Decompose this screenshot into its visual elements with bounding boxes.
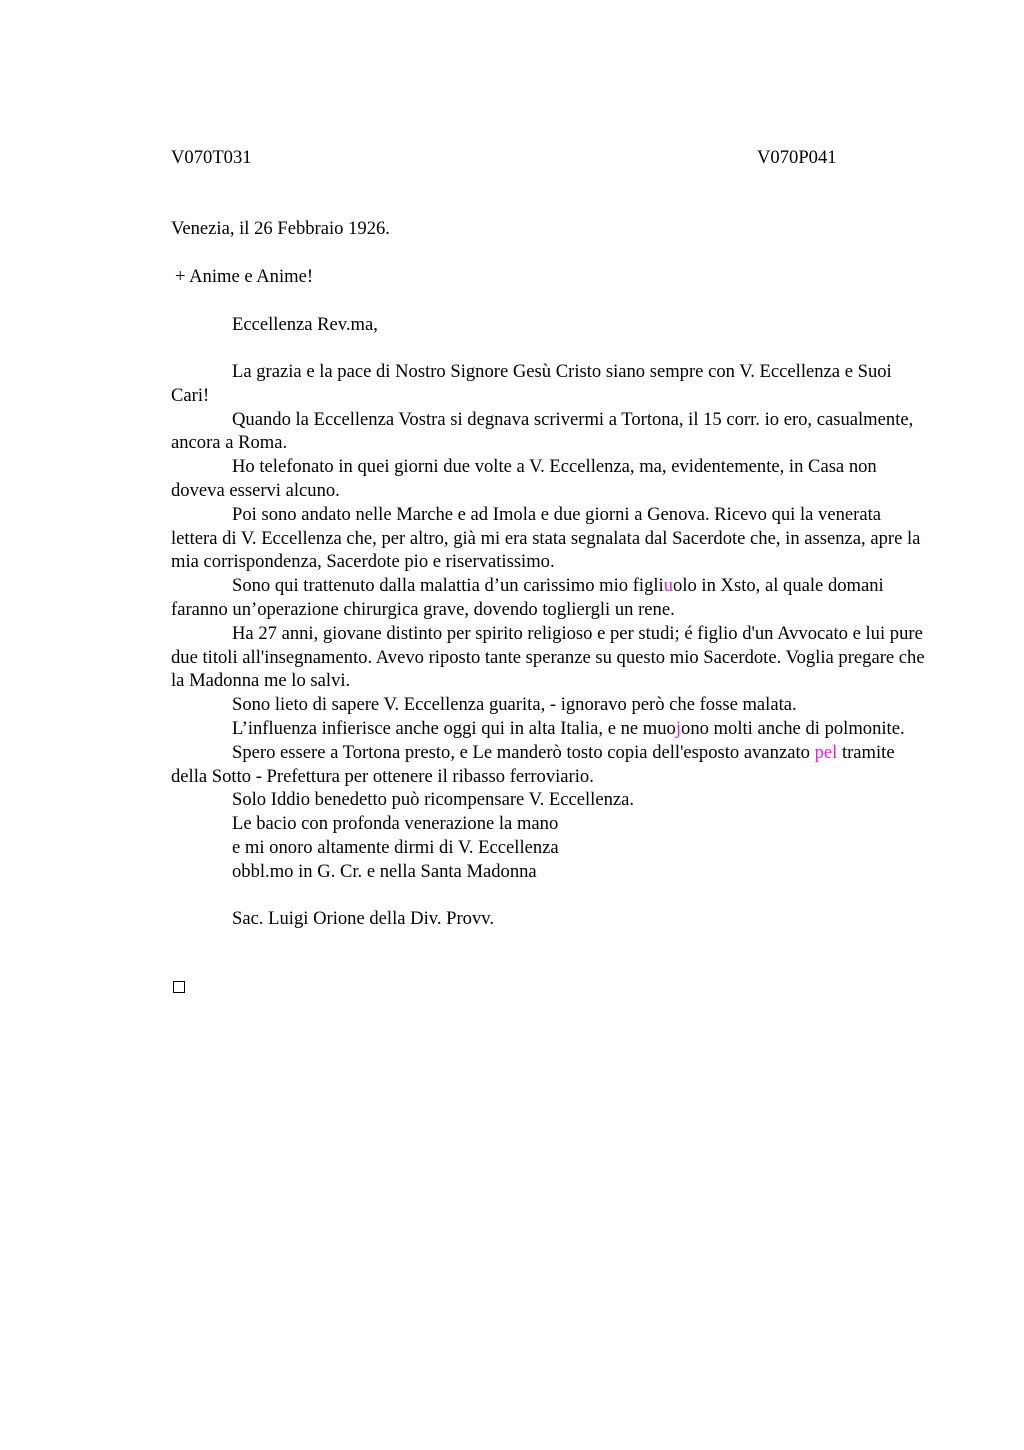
- paragraph: [171, 741, 931, 789]
- paragraph-text: Sono qui trattenuto dalla malattia d’un carissimo mio figli: [232, 575, 664, 597]
- paragraph-text: L’influenza infierisce anche oggi qui in alta Italia, e ne muo: [232, 717, 676, 739]
- place-date: Venezia, il 26 Febbraio 1926.: [171, 218, 390, 239]
- paragraph: Ho telefonato in quei giorni due volte a V. Eccellenza, ma, evidentemente, in Casa non doveva esservi alcuno.: [171, 456, 877, 501]
- paragraph: Quando la Eccellenza Vostra si degnava scrivermi a Tortona, il 15 corr. io ero, casualmente, ancora a Roma.: [171, 408, 914, 454]
- paragraph: Sono lieto di sapere V. Eccellenza guarita, - ignoravo però che fosse malata.: [232, 694, 797, 716]
- paragraph: [171, 574, 931, 622]
- paragraph-text: tramite della Sotto - Prefettura per ottenere il ribasso ferroviario.: [171, 741, 895, 787]
- highlighted-correction: j: [675, 717, 682, 739]
- salutation: Eccellenza Rev.ma,: [232, 314, 378, 335]
- closing-line: e mi onoro altamente dirmi di V. Eccellenza: [232, 836, 559, 858]
- paragraph-text: ono molti anche di polmonite.: [681, 717, 905, 739]
- motto: + Anime e Anime!: [175, 266, 314, 287]
- paragraph-text: Spero essere a Tortona presto, e Le manderò tosto copia dell'esposto avanzato: [232, 741, 815, 763]
- paragraph: Solo Iddio benedetto può ricompensare V. Eccellenza.: [232, 789, 635, 811]
- paragraph: La grazia e la pace di Nostro Signore Gesù Cristo siano sempre con V. Eccellenza e Suoi Cari!: [171, 361, 892, 406]
- document-code-right: V070P041: [757, 147, 837, 168]
- paragraph: Poi sono andato nelle Marche e ad Imola e due giorni a Genova. Ricevo qui la venerata lettera di V. Eccellenza che, per altro, già mi era stata segnalata dal Sacerdote che, in assenza, apre la mia corrispondenza, Sacerdote pio e riservatissimo.: [171, 503, 921, 573]
- paragraph-text: olo in Xsto, al quale domani faranno un’operazione chirurgica grave, dovendo togliergli un rene.: [171, 575, 884, 620]
- paragraph: [171, 717, 931, 741]
- highlighted-correction: u: [663, 575, 674, 597]
- square-box-icon: [173, 981, 185, 993]
- document-code-left: V070T031: [171, 147, 252, 168]
- highlighted-correction: pel: [814, 741, 838, 763]
- closing-line: Le bacio con profonda venerazione la mano: [232, 813, 559, 835]
- signature: Sac. Luigi Orione della Div. Provv.: [232, 908, 494, 930]
- paragraph: Ha 27 anni, giovane distinto per spirito religioso e per studi; é figlio d'un Avvocato e lui pure due titoli all'insegnamento. Avevo riposto tante speranze su questo mio Sacerdote. Voglia pregare che la Madonna me lo salvi.: [171, 622, 925, 692]
- closing-line: obbl.mo in G. Cr. e nella Santa Madonna: [232, 860, 537, 882]
- letter-body: [171, 360, 931, 931]
